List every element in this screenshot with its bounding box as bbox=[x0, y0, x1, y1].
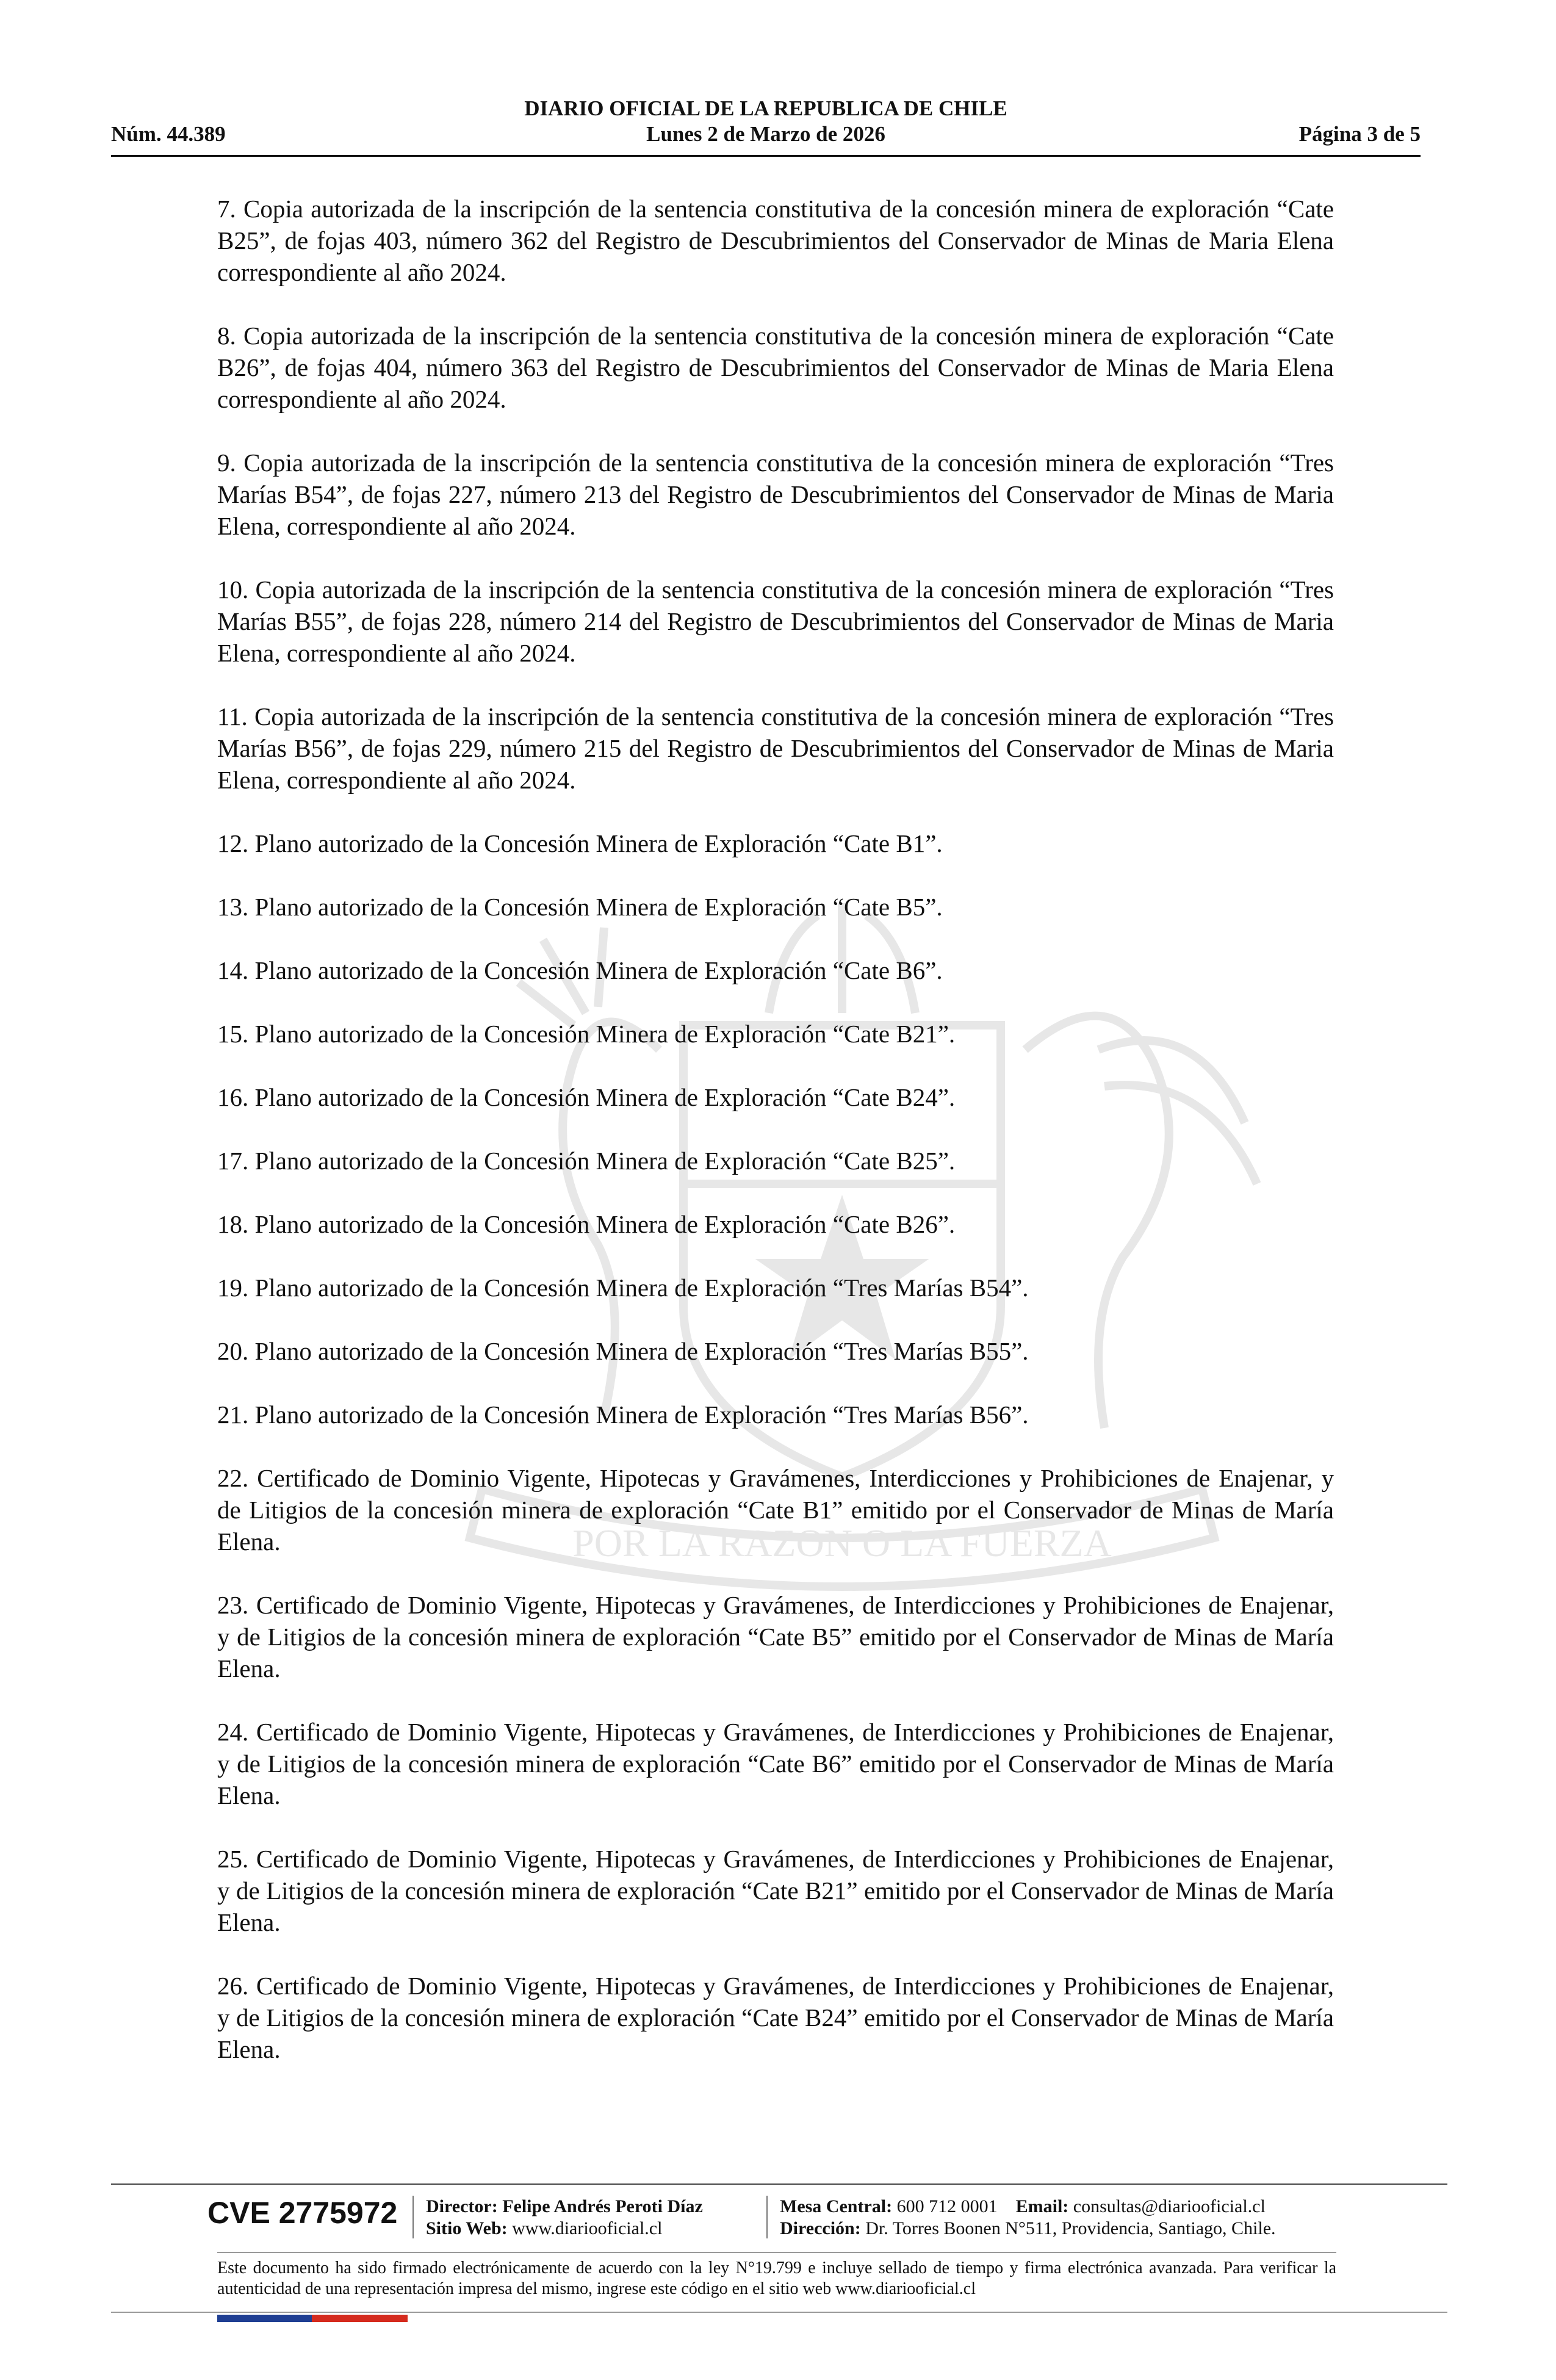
address-line bbox=[780, 2218, 1276, 2240]
list-item: 9. Copia autorizada de la inscripción de la sentencia constitutiva de la concesión minera de exploración “Tres Marías B54”, de fojas 227, número 213 del Registro de Descubrimientos del Conservador de Minas de Maria Elena, correspondiente al año 2024. bbox=[217, 449, 1334, 540]
page-header bbox=[111, 96, 1421, 157]
legal-notice: Este documento ha sido firmado electrónicamente de acuerdo con la ley N°19.799 e incluye sellado de tiempo y firma electrónica avanzada. Para verificar la autenticidad de una representación impresa del mismo, ingrese este código en el sitio web www.diariooficial.cl bbox=[217, 2259, 1336, 2298]
list-item: 23. Certificado de Dominio Vigente, Hipotecas y Gravámenes, de Interdicciones y Prohibiciones de Enajenar, y de Litigios de la concesión minera de exploración “Cate B5” emitido por el Conservador de Minas de María Elena. bbox=[217, 1591, 1334, 1682]
footer-separator bbox=[766, 2196, 768, 2238]
list-item: 20. Plano autorizado de la Concesión Minera de Exploración “Tres Marías B55”. bbox=[217, 1337, 1029, 1365]
flag-stripe bbox=[217, 2315, 408, 2322]
list-item: 25. Certificado de Dominio Vigente, Hipotecas y Gravámenes, de Interdicciones y Prohibiciones de Enajenar, y de Litigios de la concesión minera de exploración “Cate B21” emitido por el Conservador de Minas de María Elena. bbox=[217, 1845, 1334, 1936]
director-label: Director: bbox=[426, 2196, 498, 2216]
flag-blue-segment bbox=[217, 2315, 312, 2322]
site-line bbox=[426, 2218, 703, 2240]
list-item: 12. Plano autorizado de la Concesión Minera de Exploración “Cate B1”. bbox=[217, 829, 943, 857]
header-divider bbox=[111, 155, 1421, 157]
issue-number: Núm. 44.389 bbox=[111, 122, 226, 146]
site-link[interactable]: www.diariooficial.cl bbox=[512, 2218, 663, 2238]
list-item: 17. Plano autorizado de la Concesión Minera de Exploración “Cate B25”. bbox=[217, 1147, 956, 1175]
list-item: 24. Certificado de Dominio Vigente, Hipotecas y Gravámenes, de Interdicciones y Prohibiciones de Enajenar, y de Litigios de la concesión minera de exploración “Cate B6” emitido por el Conservador de Minas de María Elena. bbox=[217, 1718, 1334, 1809]
list-item: 21. Plano autorizado de la Concesión Minera de Exploración “Tres Marías B56”. bbox=[217, 1401, 1029, 1429]
director-line bbox=[426, 2196, 703, 2218]
document-body bbox=[217, 193, 1334, 2097]
list-item: 16. Plano autorizado de la Concesión Minera de Exploración “Cate B24”. bbox=[217, 1083, 956, 1111]
list-item: 14. Plano autorizado de la Concesión Minera de Exploración “Cate B6”. bbox=[217, 956, 943, 984]
footer-divider-middle bbox=[217, 2252, 1336, 2253]
phone-value: 600 712 0001 bbox=[896, 2196, 998, 2216]
contact-block bbox=[780, 2196, 1276, 2240]
issue-date: Lunes 2 de Marzo de 2026 bbox=[646, 122, 885, 146]
newspaper-title: DIARIO OFICIAL DE LA REPUBLICA DE CHILE bbox=[524, 96, 1007, 120]
list-item: 13. Plano autorizado de la Concesión Minera de Exploración “Cate B5”. bbox=[217, 893, 943, 921]
list-item: 7. Copia autorizada de la inscripción de la sentencia constitutiva de la concesión minera de exploración “Cate B25”, de fojas 403, número 362 del Registro de Descubrimientos del Conservador de Minas de Maria Elena correspondiente al año 2024. bbox=[217, 195, 1334, 286]
director-name: Felipe Andrés Peroti Díaz bbox=[502, 2196, 703, 2216]
footer-divider-top bbox=[111, 2183, 1447, 2185]
email-label: Email: bbox=[1015, 2196, 1069, 2216]
director-block bbox=[426, 2196, 703, 2240]
address-value: Dr. Torres Boonen N°511, Providencia, Santiago, Chile. bbox=[865, 2218, 1276, 2238]
footer-divider-bottom bbox=[111, 2312, 1447, 2313]
list-item: 22. Certificado de Dominio Vigente, Hipotecas y Gravámenes, Interdicciones y Prohibiciones de Enajenar, y de Litigios de la concesión minera de exploración “Cate B1” emitido por el Conservador de Minas de María Elena. bbox=[217, 1464, 1334, 1556]
address-label: Dirección: bbox=[780, 2218, 861, 2238]
list-item: 18. Plano autorizado de la Concesión Minera de Exploración “Cate B26”. bbox=[217, 1210, 956, 1238]
page-number: Página 3 de 5 bbox=[1298, 122, 1421, 146]
watermark-motto: POR LA RAZON O LA FUERZA bbox=[572, 1521, 1112, 1565]
phone-label: Mesa Central: bbox=[780, 2196, 893, 2216]
email-link[interactable]: consultas@diariooficial.cl bbox=[1073, 2196, 1266, 2216]
site-label: Sitio Web: bbox=[426, 2218, 508, 2238]
cve-code: CVE 2775972 bbox=[207, 2196, 398, 2230]
list-item: 15. Plano autorizado de la Concesión Minera de Exploración “Cate B21”. bbox=[217, 1020, 956, 1048]
footer-separator bbox=[412, 2196, 414, 2238]
flag-red-segment bbox=[312, 2315, 408, 2322]
list-item: 26. Certificado de Dominio Vigente, Hipotecas y Gravámenes, de Interdicciones y Prohibiciones de Enajenar, y de Litigios de la concesión minera de exploración “Cate B24” emitido por el Conservador de Minas de María Elena. bbox=[217, 1972, 1334, 2063]
list-item: 11. Copia autorizada de la inscripción de la sentencia constitutiva de la concesión minera de exploración “Tres Marías B56”, de fojas 229, número 215 del Registro de Descubrimientos del Conservador de Minas de Maria Elena, correspondiente al año 2024. bbox=[217, 702, 1334, 794]
list-item: 19. Plano autorizado de la Concesión Minera de Exploración “Tres Marías B54”. bbox=[217, 1274, 1029, 1302]
phone-email-line bbox=[780, 2196, 1276, 2218]
list-item: 8. Copia autorizada de la inscripción de la sentencia constitutiva de la concesión minera de exploración “Cate B26”, de fojas 404, número 363 del Registro de Descubrimientos del Conservador de Minas de Maria Elena correspondiente al año 2024. bbox=[217, 322, 1334, 413]
list-item: 10. Copia autorizada de la inscripción de la sentencia constitutiva de la concesión minera de exploración “Tres Marías B55”, de fojas 228, número 214 del Registro de Descubrimientos del Conservador de Minas de Maria Elena, correspondiente al año 2024. bbox=[217, 575, 1334, 667]
